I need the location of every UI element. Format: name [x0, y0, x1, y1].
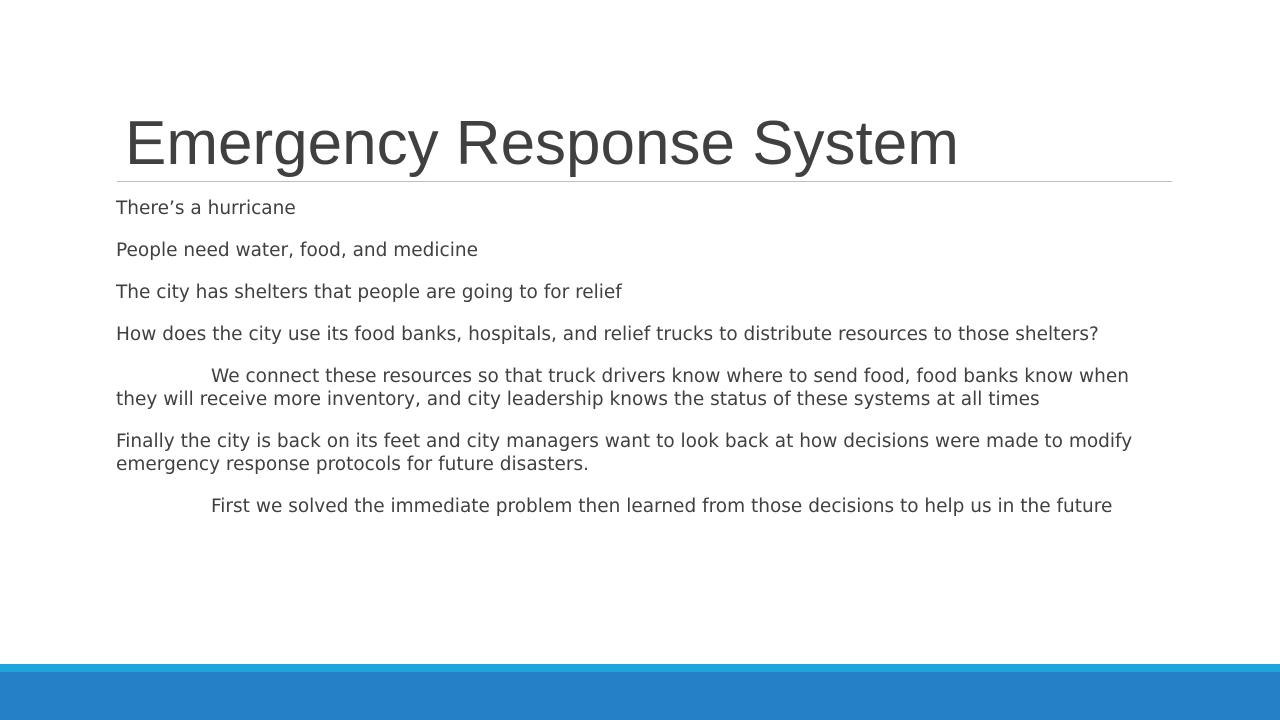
slide-body: [116, 197, 1176, 537]
bullet-paragraph: How does the city use its food banks, hospitals, and relief trucks to distribute resources to those shelters?: [116, 324, 1099, 345]
bullet-paragraph: There’s a hurricane: [116, 198, 296, 219]
indented-paragraph: First we solved the immediate problem then learned from those decisions to help us in the future: [211, 496, 1113, 517]
bullet-paragraph: People need water, food, and medicine: [116, 240, 478, 261]
bullet-paragraph: The city has shelters that people are going to for relief: [116, 282, 622, 303]
title-divider: [117, 181, 1172, 182]
footer-band-light: [0, 664, 1280, 672]
footer-band-dark: [0, 672, 1280, 720]
bullet-paragraph: Finally the city is back on its feet and city managers want to look back at how decisions were made to modify emergency response protocols for future disasters.: [116, 431, 1133, 475]
slide-title: Emergency Response System: [125, 109, 959, 178]
indented-paragraph: We connect these resources so that truck drivers know where to send food, food banks know when they will receive more inventory, and city leadership knows the status of these systems at all times: [116, 366, 1129, 410]
